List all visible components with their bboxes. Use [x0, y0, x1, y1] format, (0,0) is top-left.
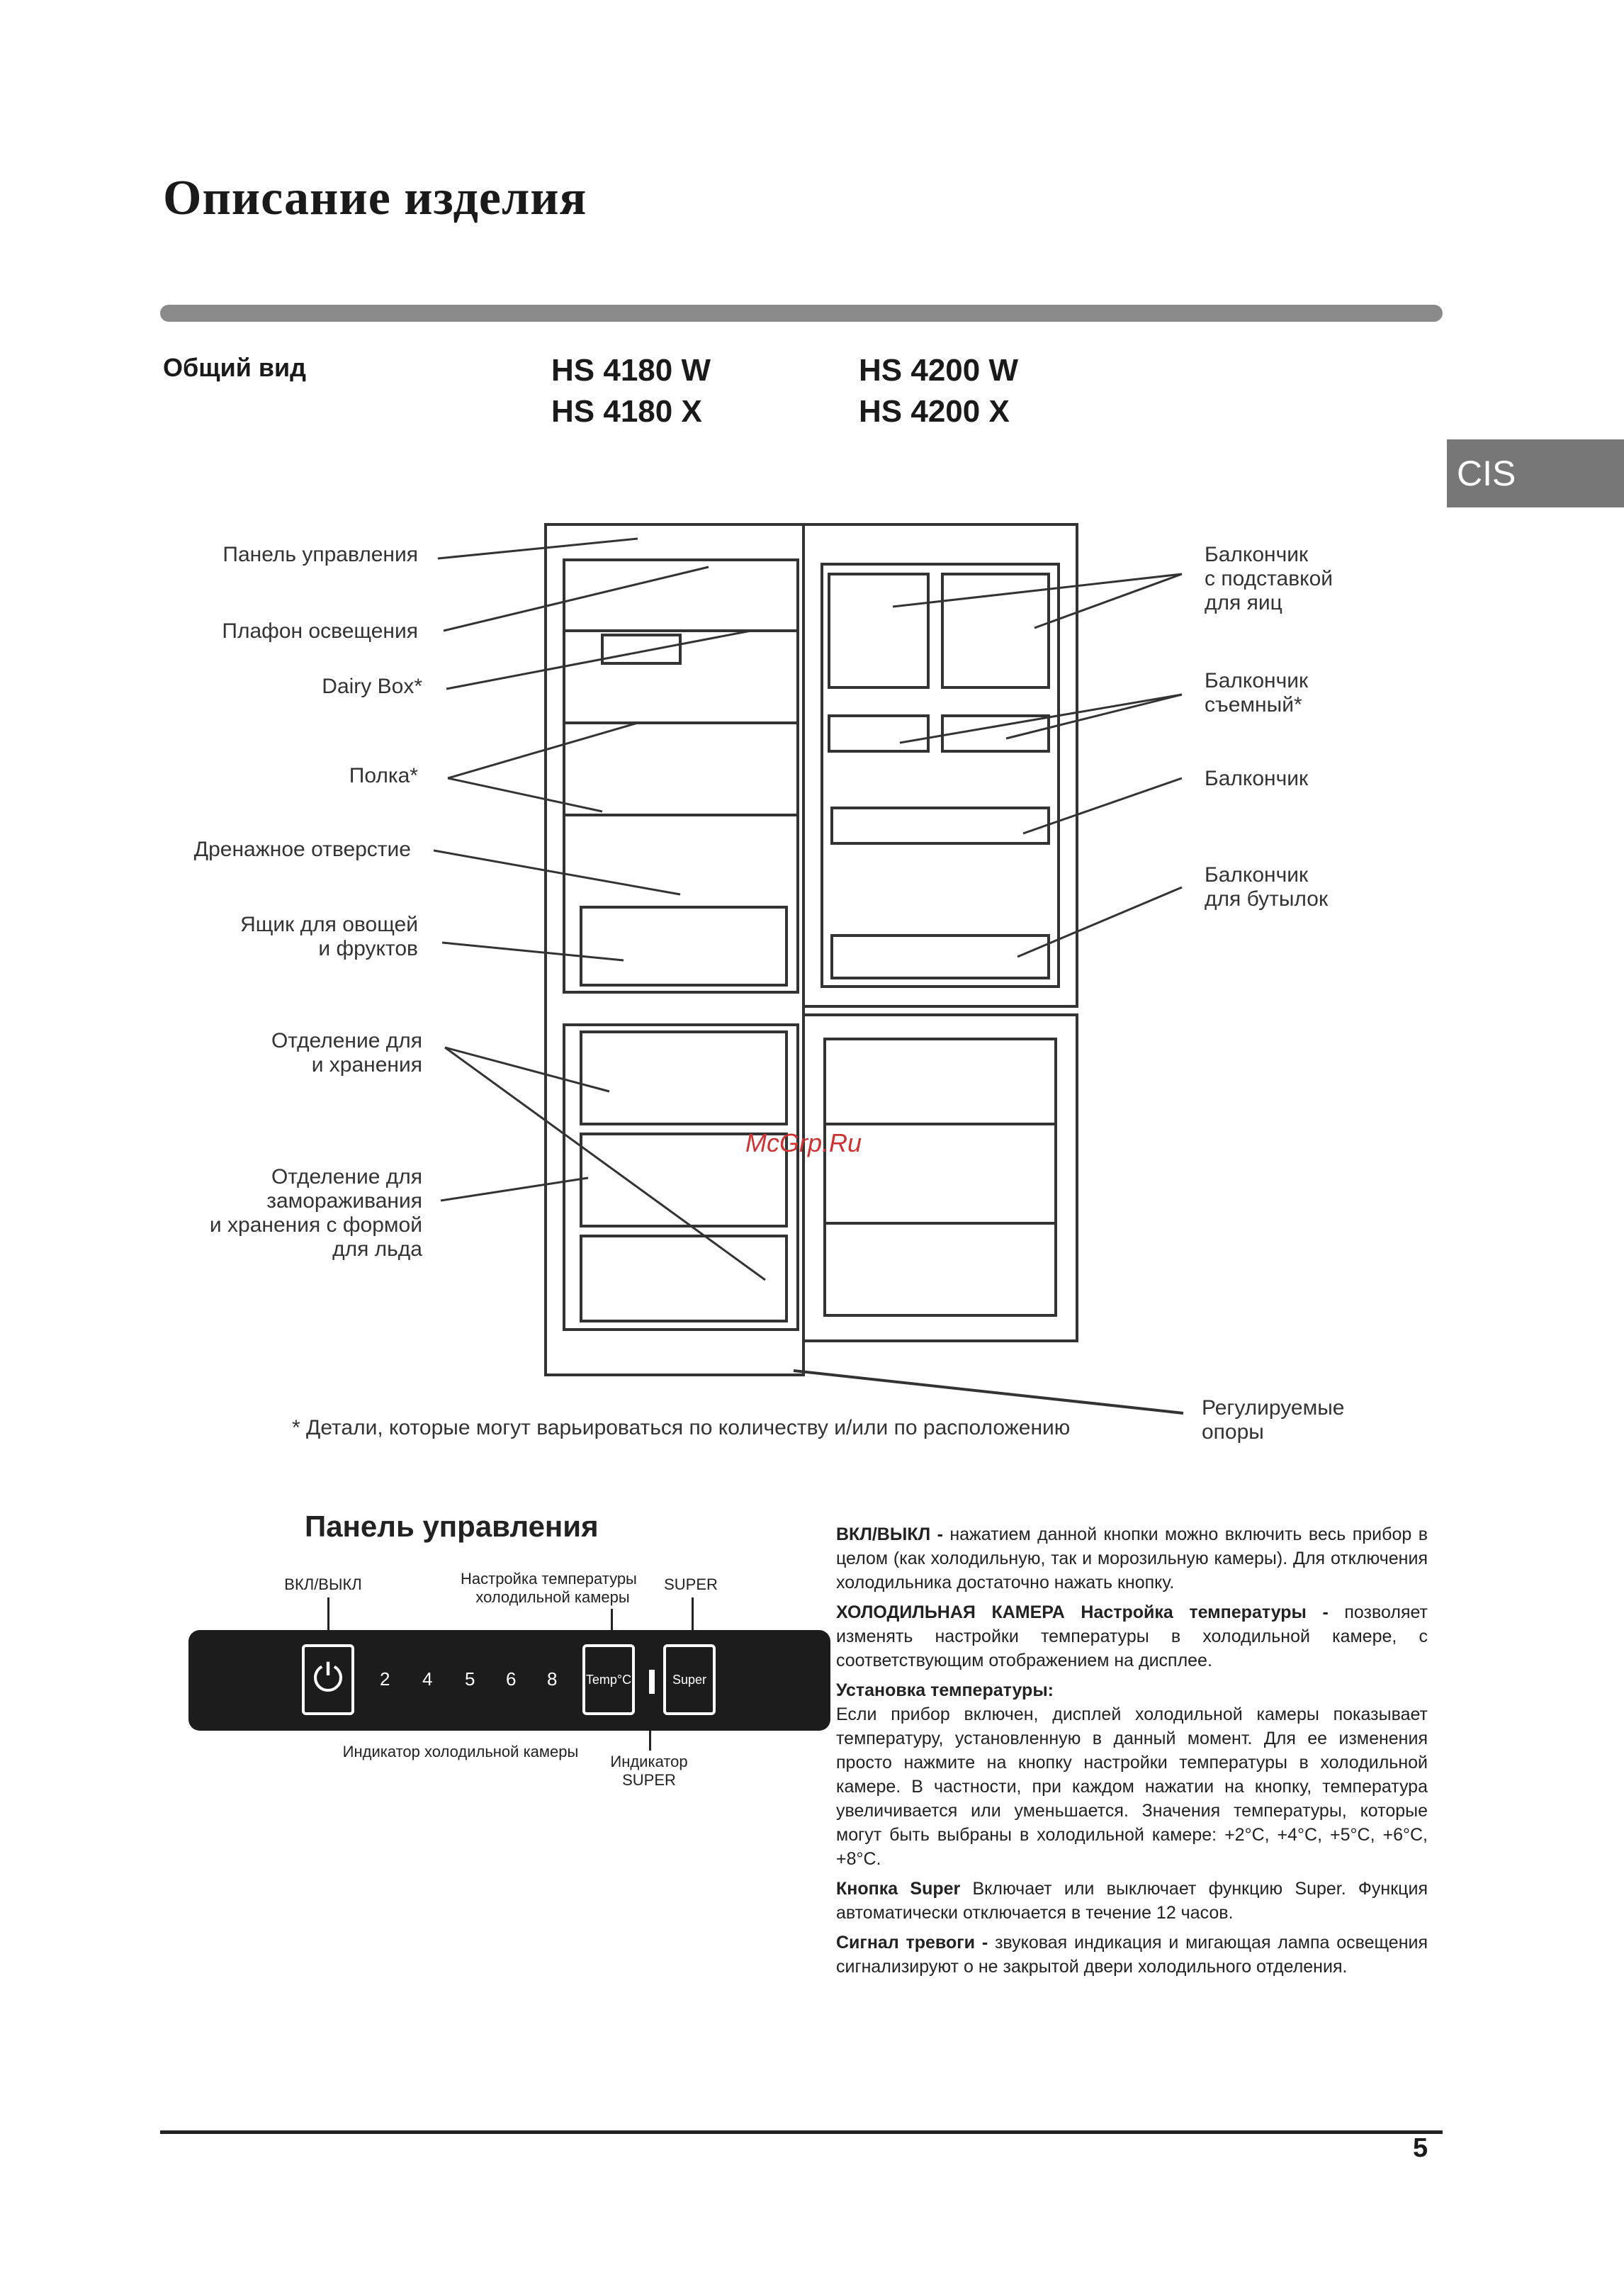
label-bottle-balcony: Балкончик для бутылок — [1205, 863, 1329, 911]
general-view-label: Общий вид — [163, 353, 306, 382]
model-hs4180x: HS 4180 X — [551, 394, 702, 429]
panel-title: Панель управления — [305, 1510, 599, 1543]
label-storage-compartment: Отделение для и хранения — [271, 1029, 422, 1077]
super-leader — [692, 1597, 694, 1630]
fridge-door-inner — [822, 564, 1059, 987]
model-hs4200x: HS 4200 X — [859, 394, 1010, 429]
freezer-drawer-1 — [581, 1032, 786, 1124]
power-button[interactable] — [302, 1644, 354, 1715]
label-freezing-compartment: Отделение для замораживания и хранения с формой для льда — [209, 1165, 422, 1261]
temp-button[interactable]: Temp°C — [582, 1644, 635, 1715]
label-control-panel: Панель управления — [222, 543, 418, 566]
temp-leader — [611, 1609, 613, 1630]
label-temp-setting-1: Настройка температуры — [461, 1570, 637, 1588]
label-vegetable-drawer: Ящик для овощей и фруктов — [240, 913, 418, 960]
footer-rule — [160, 2130, 1443, 2134]
fridge-compartment — [564, 560, 798, 992]
label-egg-balcony: Балкончик с подставкой для яиц — [1205, 543, 1333, 614]
label-adjustable-feet: Регулируемые опоры — [1202, 1396, 1345, 1444]
egg-balcony-left — [829, 574, 928, 687]
freezer-door-inner — [825, 1039, 1056, 1315]
freezer-compartment — [564, 1025, 798, 1330]
label-temp-setting-2: холодильной камеры — [475, 1588, 630, 1606]
para-onoff: ВКЛ/ВЫКЛ - нажатием данной кнопки можно включить весь прибор в целом (как холодильную, так и морозильную камеры). Для отключения холодильника достаточно нажать кнопку. — [836, 1524, 1428, 1592]
label-removable-balcony: Балкончик съемный* — [1205, 669, 1309, 717]
para-super: Кнопка Super Включает или выключает функцию Super. Функция автоматически отключается в течение 12 часов. — [836, 1879, 1428, 1923]
para-fridge-temp: ХОЛОДИЛЬНАЯ КАМЕРА Настройка температуры - позволяет изменять настройки температуры в холодильной камере, с соответствующим отображением на дисплее. — [836, 1602, 1428, 1670]
super-button[interactable]: Super — [663, 1644, 716, 1715]
label-dairy-box: Dairy Box* — [322, 675, 422, 698]
label-light: Плафон освещения — [222, 619, 418, 643]
bottle-balcony — [832, 936, 1049, 978]
temp-level-5: 5 — [465, 1668, 475, 1690]
onoff-leader — [327, 1597, 329, 1630]
para-alarm: Сигнал тревоги - звуковая индикация и мигающая лампа освещения сигнализируют о не закрытой двери холодильного отделения. — [836, 1933, 1428, 1977]
model-hs4180w: HS 4180 W — [551, 353, 711, 388]
label-fridge-indicator: Индикатор холодильной камеры — [342, 1743, 579, 1760]
temp-level-2: 2 — [380, 1668, 390, 1690]
freezer-door — [803, 1015, 1077, 1341]
fridge-cabinet-outline — [546, 524, 803, 1375]
region-tab: CIS — [1447, 439, 1624, 507]
power-icon: ⏻ — [312, 1657, 344, 1700]
para-temp-setting: Установка температуры: Если прибор включен, дисплей холодильной камеры показывает температуру, установленную в данный момент. Для ее изменения просто нажмите на кнопку настройки температуры в холодильной камере. В частности, при каждом нажатии на кнопку, температура увеличивается или уменьшается. Значения температуры, которые могут быть выбраны в холодильной камере: +2°C, +4°C, +5°C, +6°C, +8°C. — [836, 1680, 1428, 1869]
super-indicator-light — [649, 1670, 655, 1694]
page-number: 5 — [1413, 2133, 1428, 2163]
label-onoff: ВКЛ/ВЫКЛ — [284, 1575, 362, 1593]
dairy-box — [602, 635, 680, 663]
label-drain-hole: Дренажное отверстие — [193, 838, 411, 861]
label-super: SUPER — [664, 1575, 718, 1593]
label-balcony: Балкончик — [1205, 767, 1309, 790]
footnote: * Детали, которые могут варьироваться по количеству и/или по расположению — [292, 1416, 1071, 1439]
freezer-drawer-3 — [581, 1236, 786, 1321]
label-super-indicator-1: Индикатор — [610, 1753, 688, 1770]
watermark: McGrp.Ru — [745, 1128, 862, 1157]
temp-level-6: 6 — [506, 1668, 517, 1690]
label-super-indicator-2: SUPER — [622, 1771, 676, 1789]
temp-level-4: 4 — [422, 1668, 433, 1690]
model-hs4200w: HS 4200 W — [859, 353, 1018, 388]
door-balcony — [832, 808, 1049, 843]
removable-balcony-left — [829, 716, 928, 751]
instructions-text — [836, 1522, 1428, 1984]
vegetable-drawer — [581, 907, 786, 985]
temp-level-8: 8 — [547, 1668, 558, 1690]
feet-line — [794, 1371, 1183, 1413]
label-shelf: Полка* — [349, 764, 418, 787]
indicator-super-leader — [649, 1731, 651, 1751]
page-title: Описание изделия — [163, 171, 587, 225]
